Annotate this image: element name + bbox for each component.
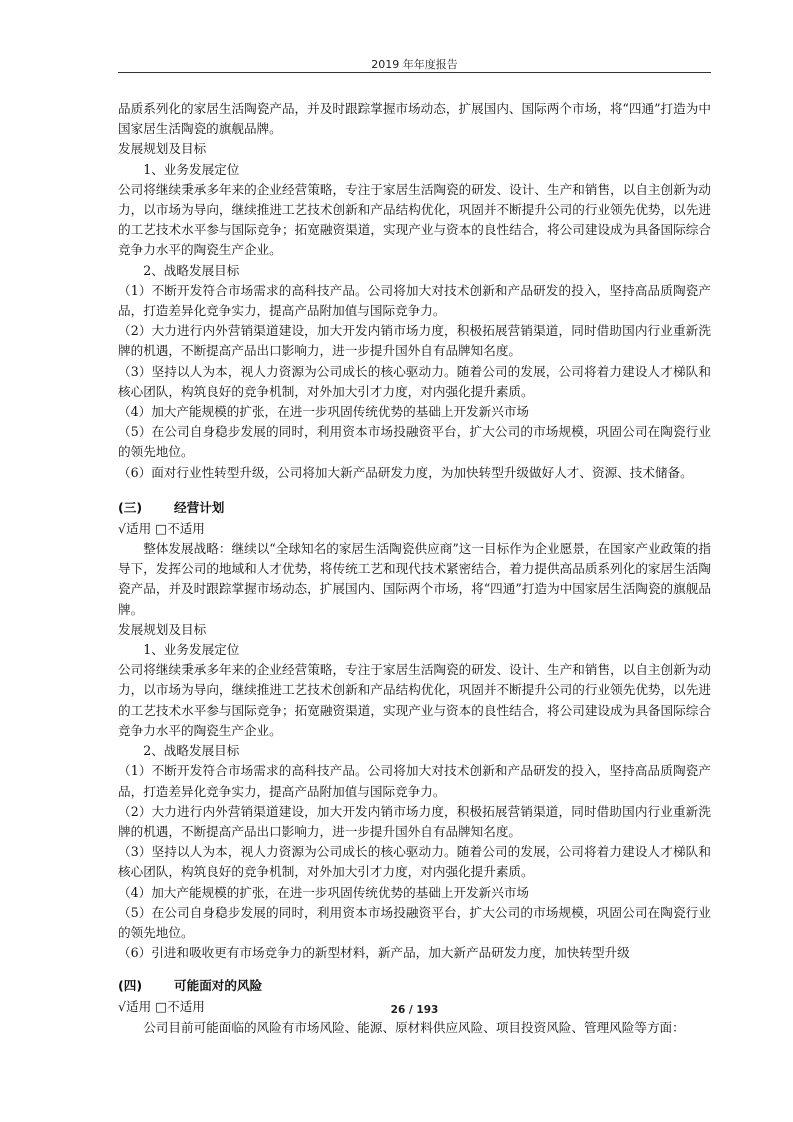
page-header: 2019 年年度报告 bbox=[371, 58, 458, 71]
section3-applicable: √适用 □不适用 bbox=[118, 520, 205, 536]
block1-item-2: （2）大力进行内外营销渠道建设，加大开发内销市场力度，积极拓展营销渠道，同时借助国内行业重新洗牌的机遇，不断提高产品出口影响力，进一步提升国外自有品牌知名度。 bbox=[118, 323, 711, 359]
section-spacer bbox=[118, 963, 711, 975]
block1-sub1-text: 公司将继续秉承多年来的企业经营策略，专注于家居生活陶瓷的研发、设计、生产和销售，以自主创新为动力，以市场为导向，继续推进工艺技术创新和产品结构优化，巩固并不断提升公司的行业领先优势，以先进的工艺技术水平参与国际竞争；拓宽融资渠道，实现产业与资本的良性结合，将公司建设成为具备国际综合竞争力水平的陶瓷生产企业。 bbox=[118, 181, 711, 258]
section3-item-4: （4）加大产能规模的扩张，在进一步巩固传统优势的基础上开发新兴市场 bbox=[118, 884, 530, 900]
section3-sub1-title: 1、业务发展定位 bbox=[143, 642, 240, 658]
section3-item-6: （6）引进和吸收更有市场竞争力的新型材料，新产品，加大新产品研发力度，加快转型升级 bbox=[118, 945, 630, 961]
section4-heading bbox=[118, 975, 711, 997]
section3-item-2: （2）大力进行内外营销渠道建设，加大开发内销市场力度，积极拓展营销渠道，同时借助国内行业重新洗牌的机遇，不断提高产品出口影响力，进一步提升国外自有品牌知名度。 bbox=[118, 803, 711, 839]
document-body bbox=[118, 99, 711, 1038]
page-number: 26 / 193 bbox=[390, 1004, 439, 1016]
block1-item-1: （1）不断开发符合市场需求的高科技产品。公司将加大对技术创新和产品研发的投入，坚持高品质陶瓷产品，打造差异化竞争实力，提高产品附加值与国际竞争力。 bbox=[118, 282, 711, 319]
section3-heading bbox=[118, 497, 711, 519]
block1-sub2-title: 2、战略发展目标 bbox=[143, 262, 240, 278]
section3-strategy: 整体发展战略：继续以“全球知名的家居生活陶瓷供应商”这一目标作为企业愿景，在国家产业政策的指导下，发挥公司的地域和人才优势，将传统工艺和现代技术紧密结合，着力提供高品质系列化的家居生活陶瓷产品，并及时跟踪掌握市场动态，扩展国内、国际两个市场，将“四通”打造为中国家居生活陶瓷的旗舰品牌。 bbox=[118, 541, 711, 617]
section3-item-1: （1）不断开发符合市场需求的高科技产品。公司将加大对技术创新和产品研发的投入，坚持高品质陶瓷产品，打造差异化竞争实力，提高产品附加值与国际竞争力。 bbox=[118, 763, 711, 799]
block1-plan-title: 发展规划及目标 bbox=[118, 141, 207, 157]
section3-sub1-text: 公司将继续秉承多年来的企业经营策略，专注于家居生活陶瓷的研发、设计、生产和销售，以自主创新为动力，以市场为导向，继续推进工艺技术创新和产品结构优化，巩固并不断提升公司的行业领先优势，以先进的工艺技术水平参与国际竞争；拓宽融资渠道，实现产业与资本的良性结合，将公司建设成为具备国际综合竞争力水平的陶瓷生产企业。 bbox=[118, 662, 711, 738]
section4-applicable: √适用 □不适用 bbox=[118, 999, 205, 1015]
block1-sub1-title: 1、业务发展定位 bbox=[143, 161, 240, 177]
section4-number: (四) bbox=[118, 978, 143, 994]
section3-plan-title: 发展规划及目标 bbox=[118, 621, 207, 637]
section3-number: (三) bbox=[118, 499, 143, 515]
block1-item-3: （3）坚持以人为本，视人力资源为公司成长的核心驱动力。随着公司的发展，公司将着力建设人才梯队和核心团队，构筑良好的竞争机制，对外加大引才力度，对内强化提升素质。 bbox=[118, 363, 711, 399]
section3-title: 经营计划 bbox=[174, 499, 225, 515]
section3-item-5: （5）在公司自身稳步发展的同时，利用资本市场投融资平台，扩大公司的市场规模，巩固公司在陶瓷行业的领先地位。 bbox=[118, 904, 711, 940]
section3-sub2-title: 2、战略发展目标 bbox=[143, 743, 240, 759]
section-spacer bbox=[118, 483, 711, 497]
block1-item-4: （4）加大产能规模的扩张，在进一步巩固传统优势的基础上开发新兴市场 bbox=[118, 404, 530, 420]
section4-title: 可能面对的风险 bbox=[174, 978, 263, 994]
header-divider bbox=[118, 72, 711, 73]
section4-text: 公司目前可能面临的风险有市场风险、能源、原材料供应风险、项目投资风险、管理风险等方面： bbox=[143, 1019, 685, 1035]
block1-item-6: （6）面对行业性转型升级，公司将加大新产品研发力度，为加快转型升级做好人才、资源、技术储备。 bbox=[118, 464, 693, 480]
section3-item-3: （3）坚持以人为本，视人力资源为公司成长的核心驱动力。随着公司的发展，公司将着力建设人才梯队和核心团队，构筑良好的竞争机制，对外加大引才力度，对内强化提升素质。 bbox=[118, 844, 711, 880]
block1-item-5: （5）在公司自身稳步发展的同时，利用资本市场投融资平台，扩大公司的市场规模，巩固公司在陶瓷行业的领先地位。 bbox=[118, 424, 711, 460]
block1-intro: 品质系列化的家居生活陶瓷产品，并及时跟踪掌握市场动态，扩展国内、国际两个市场，将“四通”打造为中国家居生活陶瓷的旗舰品牌。 bbox=[118, 101, 711, 137]
